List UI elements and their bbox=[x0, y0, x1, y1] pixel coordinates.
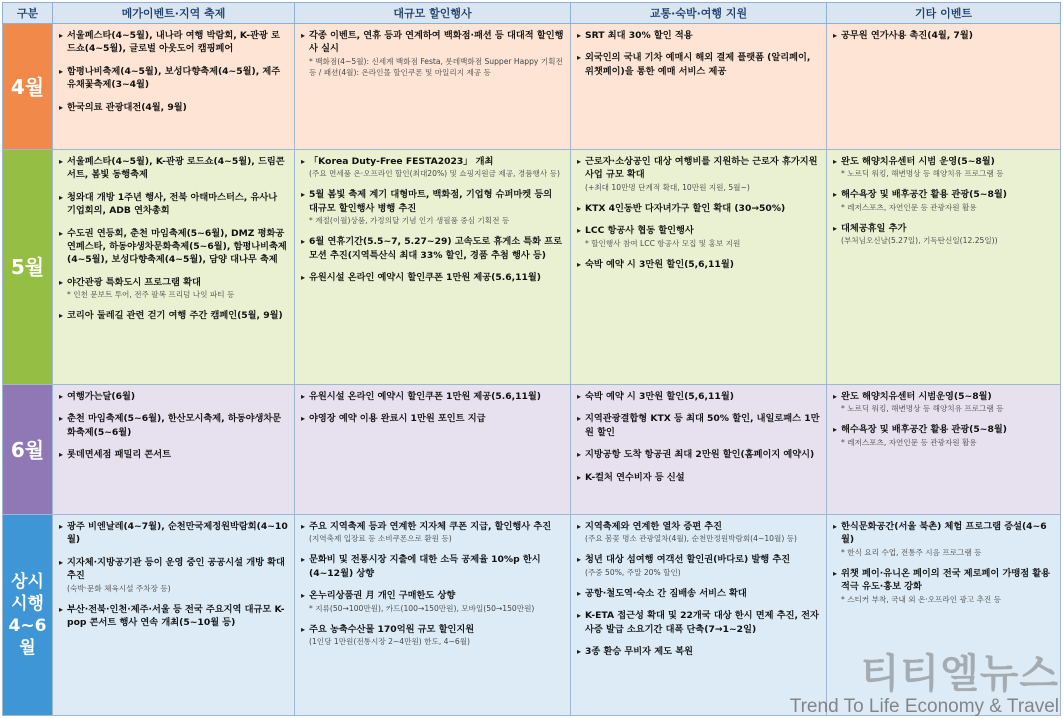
event-item bbox=[301, 520, 564, 544]
event-item bbox=[577, 448, 820, 461]
event-item bbox=[577, 609, 820, 636]
event-item bbox=[577, 224, 820, 248]
event-item bbox=[301, 412, 564, 425]
month-label: 상시 시행 4~6월 bbox=[3, 515, 53, 716]
event-sub-text: (주요 봄꽃 명소 관광열차(4월), 순천만정원박람회(4~10월) 등) bbox=[585, 534, 797, 544]
header-category: 구분 bbox=[3, 3, 53, 24]
event-main-text: 코리아 둘레길 관련 걷기 여행 주간 캠페인(5월, 9월) bbox=[67, 310, 283, 322]
event-main-text: 유원시설 온라인 예약시 할인쿠폰 1만원 제공(5.6,11월) bbox=[309, 272, 541, 284]
event-sub-text: (주중 50%, 주말 20% 할인) bbox=[585, 567, 681, 577]
event-main-text: 춘천 마임축제(5~6월), 한산모시축제, 하동야생차문화축제(5~6월) bbox=[67, 413, 282, 438]
event-cell bbox=[295, 150, 571, 385]
event-item bbox=[833, 155, 1054, 179]
event-sub-text: (지역축제 입장료 등 소비쿠폰으로 환원 등) bbox=[309, 534, 452, 544]
event-item bbox=[301, 235, 564, 262]
event-item bbox=[59, 65, 288, 92]
event-main-text: 완도 해양치유센터 시범 운영(5~8월) bbox=[841, 156, 995, 167]
event-main-text: 위챗 페이·유니온 페이의 전국 제로페이 가맹점 활용 적극 유도·홍보 강화 bbox=[841, 567, 1051, 593]
event-cell bbox=[571, 515, 827, 716]
event-main-text: 부산·전북·인천·제주·서울 등 전국 주요지역 대규모 K-pop 콘서트 행사 연속 개최(5~10월 등) bbox=[67, 603, 285, 629]
event-cell bbox=[53, 24, 295, 150]
event-main-text: 한식문화공간(서울 북촌) 체험 프로그램 증설(4~6월) bbox=[841, 521, 1047, 546]
event-item bbox=[833, 520, 1054, 558]
event-main-text: 5월 봄빛 축제 계기 대형마트, 백화점, 기업형 슈퍼마켓 등의 대규모 할인행사 병행 추진 bbox=[309, 189, 553, 214]
event-item bbox=[833, 29, 1054, 42]
event-cell bbox=[53, 150, 295, 385]
event-sub-text: * 할인행사 참여 LCC 항공사 모집 및 홍보 지원 bbox=[585, 238, 741, 248]
event-sub-text: (숙박·문화 체육시설 주차장 등) bbox=[67, 583, 171, 593]
event-main-text: 야간관광 특화도시 프로그램 확대 bbox=[67, 276, 201, 288]
event-cell bbox=[53, 385, 295, 515]
event-item bbox=[577, 520, 820, 544]
event-item bbox=[577, 471, 820, 484]
event-main-text: SRT 최대 30% 할인 적용 bbox=[585, 30, 693, 41]
event-item bbox=[59, 276, 288, 300]
event-main-text: 한국의료 관광대전(4월, 9월) bbox=[67, 101, 187, 113]
event-main-text: 지자체·지방공기관 등이 운영 중인 공공시설 개방 확대 추진 bbox=[67, 556, 285, 582]
event-sub-text: (주요 면세품 온·오프라인 할인(최대20%) 및 쇼핑지원금 제공, 경품행사 등) bbox=[309, 169, 560, 179]
event-main-text: 6월 연휴기간(5.5~7, 5.27~29) 고속도로 휴게소 특화 프로모션 추진(지역특산식 최대 33% 할인, 경품 추첨 행사 등) bbox=[309, 236, 562, 261]
watermark-tagline: Trend To Life Economy & Travel bbox=[789, 696, 1059, 717]
event-cell bbox=[827, 24, 1061, 150]
event-sub-text: * 한식 요리 수업, 전통주 시음 프로그램 등 bbox=[841, 547, 982, 557]
event-item bbox=[59, 448, 288, 461]
event-sub-text: * 인천 문보트 투어, 전주 팔복 프리덤 나잇 파티 등 bbox=[67, 290, 235, 300]
event-item bbox=[59, 155, 288, 182]
event-cell bbox=[295, 24, 571, 150]
month-row bbox=[3, 150, 1061, 385]
event-item bbox=[59, 556, 288, 594]
event-item bbox=[833, 222, 1054, 246]
event-main-text: 청와대 개방 1주년 행사, 전북 아태마스터스, 유사나 기업회의, ADB 연차총회 bbox=[67, 191, 278, 217]
event-main-text: 해수욕장 및 배후공간 활용 관광(5~8월) bbox=[841, 424, 1007, 436]
event-main-text: 문화비 및 전통시장 지출에 대한 소득 공제율 10%p 한시(4~12월) 상향 bbox=[309, 554, 541, 579]
header-mega-events: 메가이벤트·지역 축제 bbox=[53, 3, 295, 24]
event-item bbox=[301, 553, 564, 580]
event-item bbox=[833, 188, 1054, 212]
event-item bbox=[59, 101, 288, 114]
event-item bbox=[301, 188, 564, 226]
event-item bbox=[577, 587, 820, 600]
watermark bbox=[790, 652, 1059, 718]
event-item bbox=[59, 227, 288, 267]
event-main-text: 완도 해양치유센터 시범운영(5~8월) bbox=[841, 391, 992, 402]
event-main-text: 유원시설 온라인 예약시 할인쿠폰 1만원 제공(5.6,11월) bbox=[309, 391, 541, 402]
event-sub-text: * 지류(50→100만원), 카드(100→150만원), 모바일(50→150만원) bbox=[309, 603, 535, 613]
event-main-text: 청년 대상 섬여행 여객선 할인권(바다로) 발행 추진 bbox=[585, 554, 791, 566]
event-sub-text: * 노르딕 워킹, 해변명상 등 해양치유 프로그램 등 bbox=[841, 404, 1004, 414]
event-item bbox=[59, 390, 288, 403]
event-item bbox=[577, 29, 820, 42]
event-cell bbox=[295, 385, 571, 515]
event-item bbox=[301, 390, 564, 403]
event-main-text: 롯데면세점 패밀리 콘서트 bbox=[67, 449, 172, 461]
header-row bbox=[3, 3, 1061, 24]
event-item bbox=[833, 423, 1054, 447]
event-item bbox=[301, 155, 564, 179]
event-item bbox=[833, 567, 1054, 605]
event-sub-text: (부처님오신날(5.27일), 기독탄신일(12.25일)) bbox=[841, 236, 998, 246]
event-cell bbox=[571, 24, 827, 150]
event-main-text: 숙박 예약 시 3만원 할인(5,6,11월) bbox=[585, 391, 734, 402]
event-cell bbox=[571, 150, 827, 385]
event-item bbox=[301, 29, 564, 78]
month-row bbox=[3, 24, 1061, 150]
event-main-text: 주요 농축수산물 170억원 규모 할인지원 bbox=[309, 623, 475, 635]
event-main-text: K-ETA 접근성 확대 및 22개국 대상 한시 면제 추진, 전자사증 발급 소요기간 대폭 단축(7→1~2일) bbox=[585, 610, 819, 635]
event-main-text: K-컬처 연수비자 등 신설 bbox=[585, 471, 685, 483]
event-main-text: 온누리상품권 月 개인 구매한도 상향 bbox=[309, 590, 456, 602]
event-item bbox=[59, 191, 288, 218]
event-main-text: 해수욕장 및 배후공간 활용 관광(5~8월) bbox=[841, 189, 1007, 201]
event-sub-text: * 백화점(4~5월): 신세계 백화점 Festa, 롯데백화점 Supper Happy 기획전 등 / 패션(4월): 온라인몰 할인쿠폰 및 마일리지 제공 등 bbox=[309, 56, 563, 77]
event-main-text: 서울페스타(4~5월), K-관광 로드쇼(4~5월), 드림콘서트, 봄빛 동행축제 bbox=[67, 156, 285, 181]
events-table bbox=[2, 2, 1061, 716]
header-discount-events: 대규모 할인행사 bbox=[295, 3, 571, 24]
event-main-text: 야영장 예약 이용 완료시 1만원 포인트 지급 bbox=[309, 413, 486, 425]
event-main-text: 서울페스타(4~5월), 내나라 여행 박람회, K-관광 로드쇼(4~5월), 글로벌 아웃도어 캠핑페어 bbox=[67, 30, 280, 55]
event-sub-text: * 레저스포츠, 자연인문 등 관광자원 활용 bbox=[841, 202, 977, 212]
event-item bbox=[59, 520, 288, 547]
event-item bbox=[301, 623, 564, 647]
event-item bbox=[577, 645, 820, 658]
event-main-text: 각종 이벤트, 연휴 등과 연계하여 백화점·패션 등 대대적 할인행사 실시 bbox=[309, 30, 564, 55]
event-main-text: 대체공휴일 추가 bbox=[841, 222, 907, 234]
month-label: 5월 bbox=[3, 150, 53, 385]
event-sub-text: * 계절(이월)상품, 가정의달 기념 인기 생필품 중심 기획전 등 bbox=[309, 216, 510, 226]
watermark-brand: 티티엘뉴스 bbox=[860, 651, 1059, 697]
event-main-text: LCC 항공사 협동 할인행사 bbox=[585, 225, 694, 237]
event-main-text: 지방공항 도착 항공권 최대 2만원 할인(홈페이지 예약시) bbox=[585, 449, 815, 461]
event-sub-text: * 레저스포츠, 자연인문 등 관광자원 활용 bbox=[841, 437, 977, 447]
event-main-text: 공항·철도역·숙소 간 짐배송 서비스 확대 bbox=[585, 587, 747, 599]
event-item bbox=[577, 155, 820, 193]
event-item bbox=[577, 412, 820, 439]
event-cell bbox=[571, 385, 827, 515]
event-cell bbox=[53, 515, 295, 716]
event-item bbox=[301, 271, 564, 284]
event-item bbox=[577, 51, 820, 78]
header-transport-support: 교통·숙박·여행 지원 bbox=[571, 3, 827, 24]
event-main-text: 함평나비축제(4~5월), 보성다향축제(4~5월), 제주유채꽃축제(3~4월) bbox=[67, 65, 281, 91]
event-item bbox=[833, 390, 1054, 414]
month-row bbox=[3, 385, 1061, 515]
event-main-text: 3종 환승 무비자 제도 복원 bbox=[585, 646, 693, 658]
event-cell bbox=[295, 515, 571, 716]
event-main-text: 광주 비엔날레(4~7월), 순천만국제정원박람회(4~10월) bbox=[67, 521, 288, 546]
event-main-text: 지역관광결합형 KTX 등 최대 50% 할인, 내일로패스 1만원 할인 bbox=[585, 413, 820, 438]
event-main-text: 숙박 예약 시 3만원 할인(5,6,11월) bbox=[585, 258, 734, 270]
header-other-events: 기타 이벤트 bbox=[827, 3, 1061, 24]
event-main-text: 「Korea Duty-Free FESTA2023」 개최 bbox=[309, 156, 494, 167]
event-main-text: 수도권 연등회, 춘천 마임축제(5~6월), DMZ 평화공연페스타, 하동야생차문화축제(5~6월), 함평나비축제(4~5월), 보성다향축제(4~5월), 담양 대나무 축제 bbox=[67, 227, 287, 266]
event-main-text: 근로자·소상공인 대상 여행비를 지원하는 근로자 휴가지원 사업 규모 확대 bbox=[585, 156, 818, 181]
event-item bbox=[59, 29, 288, 56]
event-sub-text: (1인당 1만원(전통시장 2~4만원) 한도, 4~6월) bbox=[309, 637, 470, 647]
event-item bbox=[577, 553, 820, 577]
event-main-text: 여행가는달(6월) bbox=[67, 391, 136, 402]
event-item bbox=[301, 589, 564, 613]
month-label: 6월 bbox=[3, 385, 53, 515]
event-item bbox=[577, 258, 820, 271]
event-item bbox=[577, 390, 820, 403]
event-main-text: 공무원 연가사용 촉진(4월, 7월) bbox=[841, 30, 973, 41]
event-item bbox=[59, 603, 288, 630]
event-main-text: KTX 4인동반 다자녀가구 할인 확대 (30→50%) bbox=[585, 202, 786, 214]
event-sub-text: * 스티커 부착, 국내 외 온·오프라인 광고 추진 등 bbox=[841, 594, 1001, 604]
event-main-text: 외국인의 국내 기차 예매시 해외 결제 플랫폼 (알리페이, 위챗페이)을 통한 예매 서비스 제공 bbox=[585, 52, 811, 77]
event-main-text: 지역축제와 연계한 열차 증편 추진 bbox=[585, 521, 723, 532]
event-cell bbox=[827, 150, 1061, 385]
event-item bbox=[577, 202, 820, 215]
event-item bbox=[59, 309, 288, 322]
month-label: 4월 bbox=[3, 24, 53, 150]
event-item bbox=[59, 412, 288, 439]
event-sub-text: * 노르딕 워킹, 해변명상 등 해양치유 프로그램 등 bbox=[841, 169, 1004, 179]
event-main-text: 주요 지역축제 등과 연계한 지자체 쿠폰 지급, 할인행사 추진 bbox=[309, 521, 552, 532]
event-sub-text: (+최대 10만명 단계적 확대, 10만원 지원, 5월~) bbox=[585, 182, 750, 192]
event-cell bbox=[827, 385, 1061, 515]
